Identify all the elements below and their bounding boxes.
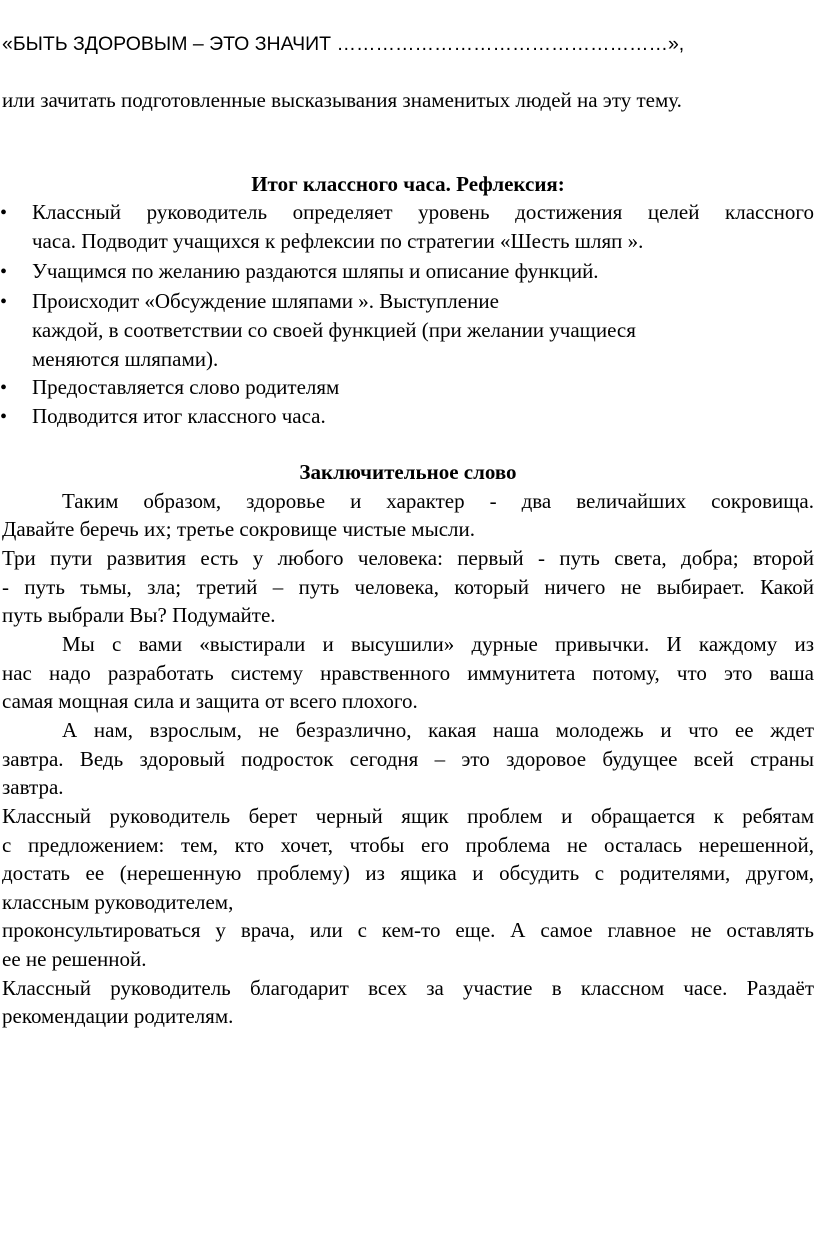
- text-line: ее не решенной.: [2, 947, 147, 971]
- list-item-line: Учащимся по желанию раздаются шляпы и описание функций.: [32, 259, 599, 283]
- bullet-icon: •: [0, 291, 8, 313]
- text-line: - путь тьмы, зла; третий – путь человека, который ничего не выбирает. Какой: [2, 575, 814, 599]
- intro-line: или зачитать подготовленные высказывания знаменитых людей на эту тему.: [2, 88, 682, 112]
- bullet-icon: •: [0, 377, 8, 399]
- text-line: классным руководителем,: [2, 890, 234, 914]
- text-line: А нам, взрослым, не безразлично, какая наша молодежь и что ее ждет: [62, 718, 814, 742]
- bullet-icon: •: [0, 406, 8, 428]
- text-line: Таким образом, здоровье и характер - два величайших сокровища.: [62, 489, 814, 513]
- text-line: рекомендации родителям.: [2, 1004, 234, 1028]
- header-line: «БЫТЬ ЗДОРОВЫМ – ЭТО ЗНАЧИТ ……………………………………………»,: [2, 33, 685, 55]
- list-item-line: каждой, в соответствии со своей функцией (при желании учащиеся: [32, 318, 636, 342]
- list-item-line: Происходит «Обсуждение шляпами ». Выступление: [32, 289, 499, 313]
- list-item-line: Классный руководитель определяет уровень достижения целей классного: [32, 200, 814, 224]
- text-line: достать ее (нерешенную проблему) из ящика и обсудить с родителями, другом,: [2, 861, 814, 885]
- list-item: [0, 287, 816, 374]
- section-title-reflection: Итог классного часа. Рефлексия:: [251, 172, 565, 196]
- text-line: нас надо разработать систему нравственного иммунитета потому, что это ваша: [2, 661, 814, 685]
- text-line: Три пути развития есть у любого человека: первый - путь света, добра; второй: [2, 546, 814, 570]
- bullet-icon: •: [0, 202, 8, 224]
- list-item: [0, 257, 816, 286]
- list-item: [0, 373, 816, 402]
- text-line: Классный руководитель берет черный ящик проблем и обращается к ребятам: [2, 804, 814, 828]
- list-item: [0, 402, 816, 431]
- text-line: с предложением: тем, кто хочет, чтобы его проблема не осталась нерешенной,: [2, 833, 814, 857]
- list-item: [0, 198, 816, 256]
- section-title-closing: Заключительное слово: [299, 460, 517, 484]
- text-line: Классный руководитель благодарит всех за участие в классном часе. Раздаёт: [2, 976, 814, 1000]
- text-line: Давайте беречь их; третье сокровище чистые мысли.: [2, 517, 475, 541]
- text-line: самая мощная сила и защита от всего плохого.: [2, 689, 418, 713]
- list-item-line: меняются шляпами).: [32, 347, 219, 371]
- text-line: Мы с вами «выстирали и высушили» дурные привычки. И каждому из: [62, 632, 814, 656]
- list-item-line: Предоставляется слово родителям: [32, 375, 340, 399]
- bullet-icon: •: [0, 261, 8, 283]
- text-line: путь выбрали Вы? Подумайте.: [2, 603, 276, 627]
- list-item-line: Подводится итог классного часа.: [32, 404, 326, 428]
- text-line: завтра. Ведь здоровый подросток сегодня – это здоровое будущее всей страны: [2, 747, 814, 771]
- text-line: завтра.: [2, 775, 64, 799]
- list-item-line: часа. Подводит учащихся к рефлексии по стратегии «Шесть шляп ».: [32, 229, 644, 253]
- text-line: проконсультироваться у врача, или с кем-то еще. А самое главное не оставлять: [2, 918, 814, 942]
